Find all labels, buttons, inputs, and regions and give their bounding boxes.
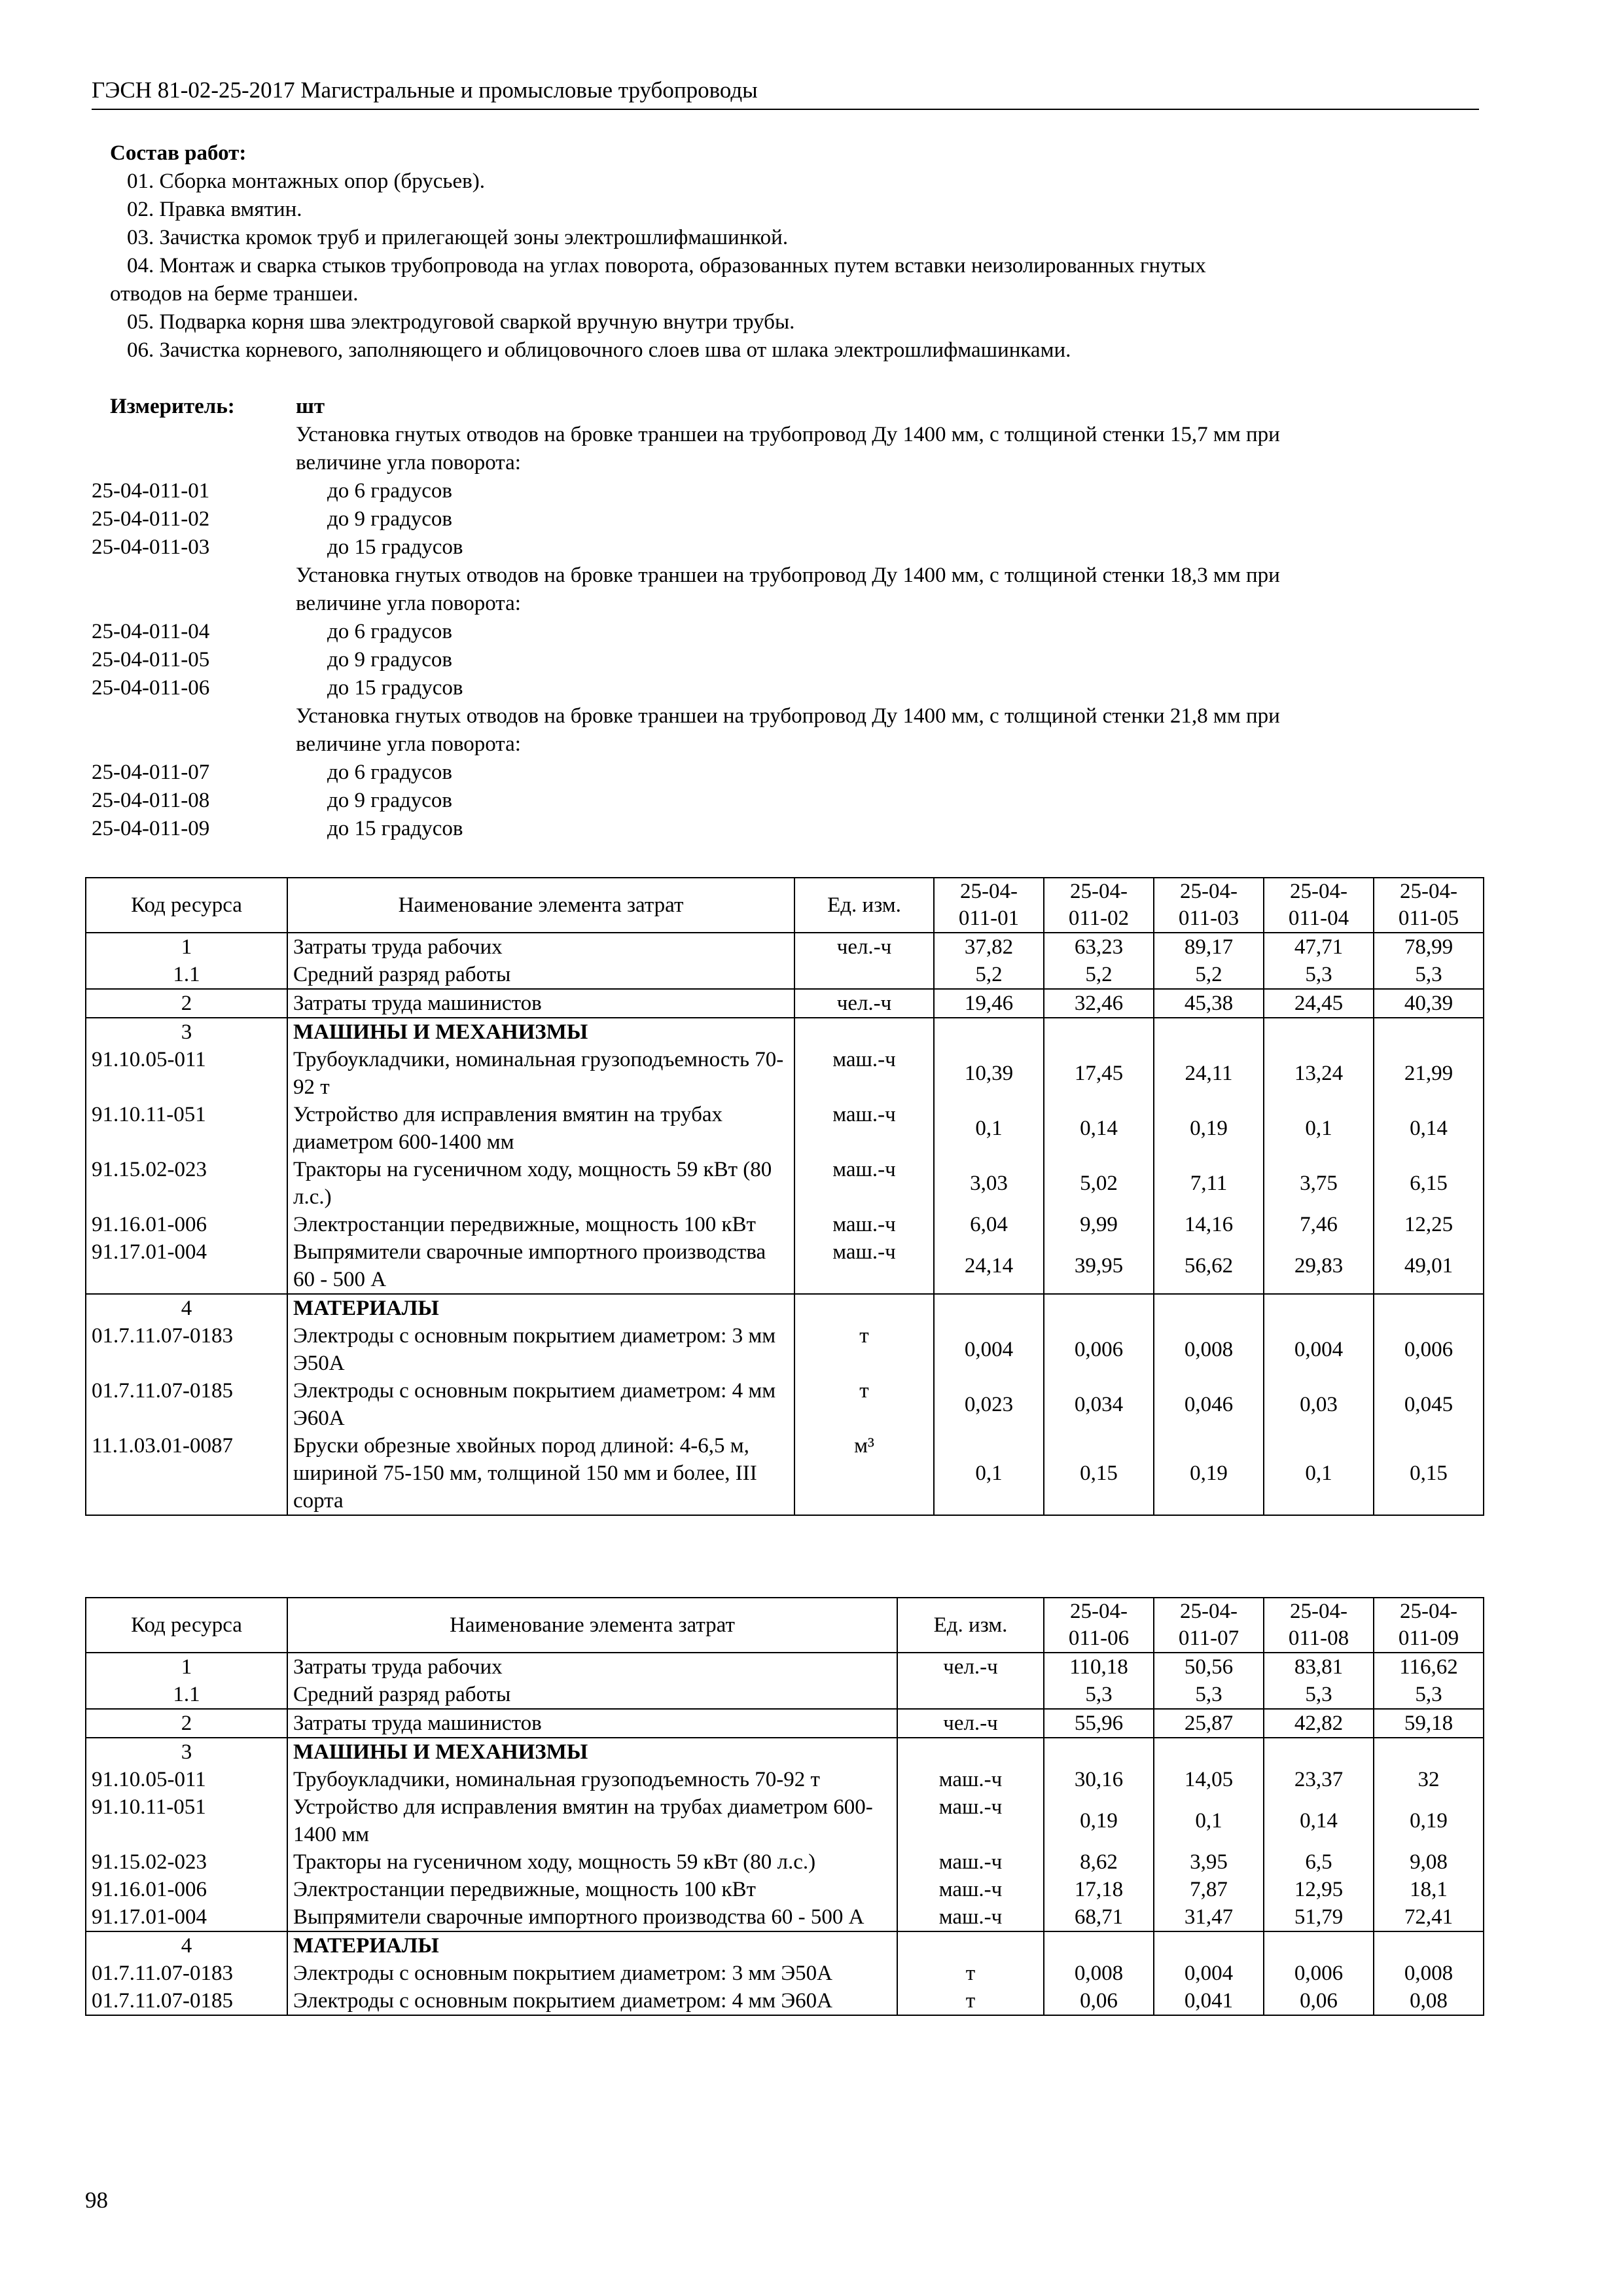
table-row bbox=[86, 1793, 1484, 1848]
resource-value: 47,71 bbox=[1264, 933, 1374, 961]
meter-row bbox=[92, 477, 1492, 505]
resource-unit: маш.-ч bbox=[794, 1101, 934, 1156]
resource-name: МАШИНЫ И МЕХАНИЗМЫ bbox=[287, 1738, 897, 1766]
meter-code: 25-04-011-06 bbox=[92, 676, 210, 700]
resource-value: 12,95 bbox=[1264, 1876, 1374, 1903]
meter-row bbox=[92, 730, 1492, 759]
header-column: 25-04- 011-05 bbox=[1374, 878, 1484, 933]
resource-value bbox=[934, 1018, 1044, 1046]
resource-value: 0,15 bbox=[1044, 1432, 1154, 1515]
resource-unit: чел.-ч bbox=[897, 1653, 1044, 1681]
table-row bbox=[86, 1156, 1484, 1211]
resource-value: 17,18 bbox=[1044, 1876, 1154, 1903]
resource-code: 1.1 bbox=[86, 1681, 287, 1709]
resource-unit bbox=[897, 1738, 1044, 1766]
resource-value: 5,3 bbox=[1264, 1681, 1374, 1709]
meter-code: 25-04-011-03 bbox=[92, 535, 210, 559]
resource-value: 0,006 bbox=[1264, 1960, 1374, 1987]
header-name: Наименование элемента затрат bbox=[287, 878, 794, 933]
resource-value bbox=[1044, 1018, 1154, 1046]
resource-value: 9,08 bbox=[1374, 1848, 1484, 1876]
resource-unit: чел.-ч bbox=[794, 933, 934, 961]
resource-value: 39,95 bbox=[1044, 1238, 1154, 1294]
resource-value: 8,62 bbox=[1044, 1848, 1154, 1876]
table-row bbox=[86, 1377, 1484, 1432]
meter-text: Установка гнутых отводов на бровке траншеи на трубопровод Ду 1400 мм, с толщиной стенки 15,7 мм при bbox=[296, 423, 1280, 446]
resource-unit bbox=[897, 1681, 1044, 1709]
resource-unit: маш.-ч bbox=[794, 1238, 934, 1294]
resource-name: Затраты труда рабочих bbox=[287, 933, 794, 961]
resource-value: 0,1 bbox=[1264, 1432, 1374, 1515]
work-composition bbox=[110, 139, 1484, 365]
resource-value: 0,006 bbox=[1044, 1322, 1154, 1377]
resource-value: 5,3 bbox=[1374, 1681, 1484, 1709]
meter-code: 25-04-011-05 bbox=[92, 648, 210, 672]
resource-value: 17,45 bbox=[1044, 1046, 1154, 1101]
resource-value: 24,14 bbox=[934, 1238, 1044, 1294]
cost-table-2 bbox=[85, 1597, 1484, 2016]
resource-value bbox=[1154, 1738, 1264, 1766]
meter-text: до 9 градусов bbox=[327, 789, 452, 812]
resource-unit: маш.-ч bbox=[897, 1848, 1044, 1876]
resource-value: 0,023 bbox=[934, 1377, 1044, 1432]
resource-value: 13,24 bbox=[1264, 1046, 1374, 1101]
resource-value: 30,16 bbox=[1044, 1766, 1154, 1793]
resource-value: 59,18 bbox=[1374, 1709, 1484, 1738]
resource-value: 5,3 bbox=[1154, 1681, 1264, 1709]
page-header: ГЭСН 81-02-25-2017 Магистральные и промысловые трубопроводы bbox=[92, 77, 758, 103]
resource-unit bbox=[897, 1931, 1044, 1960]
resource-unit bbox=[794, 961, 934, 989]
composition-item: 03. Зачистка кромок труб и прилегающей зоны электрошлифмашинкой. bbox=[127, 226, 789, 249]
resource-value: 14,05 bbox=[1154, 1766, 1264, 1793]
resource-value: 5,3 bbox=[1044, 1681, 1154, 1709]
composition-item-continuation: отводов на берме траншеи. bbox=[110, 282, 359, 306]
resource-value bbox=[1264, 1294, 1374, 1322]
resource-code: 91.15.02-023 bbox=[86, 1156, 287, 1211]
resource-name: Электроды с основным покрытием диаметром: 3 мм Э50А bbox=[287, 1322, 794, 1377]
resource-value: 0,14 bbox=[1374, 1101, 1484, 1156]
resource-code: 91.16.01-006 bbox=[86, 1211, 287, 1238]
resource-value: 0,19 bbox=[1154, 1101, 1264, 1156]
resource-code: 91.10.11-051 bbox=[86, 1101, 287, 1156]
resource-unit: т bbox=[794, 1322, 934, 1377]
header-column: 25-04- 011-04 bbox=[1264, 878, 1374, 933]
resource-value: 3,03 bbox=[934, 1156, 1044, 1211]
resource-value: 0,1 bbox=[934, 1432, 1044, 1515]
header-unit: Ед. изм. bbox=[794, 878, 934, 933]
resource-name: Тракторы на гусеничном ходу, мощность 59 кВт (80 л.с.) bbox=[287, 1848, 897, 1876]
resource-name: МАТЕРИАЛЫ bbox=[287, 1931, 897, 1960]
header-column: 25-04- 011-08 bbox=[1264, 1598, 1374, 1653]
resource-value: 0,15 bbox=[1374, 1432, 1484, 1515]
resource-value: 18,1 bbox=[1374, 1876, 1484, 1903]
resource-value: 0,046 bbox=[1154, 1377, 1264, 1432]
resource-unit: м³ bbox=[794, 1432, 934, 1515]
resource-value: 7,87 bbox=[1154, 1876, 1264, 1903]
composition-item: 04. Монтаж и сварка стыков трубопровода на углах поворота, образованных путем вставки неизолированных гнутых bbox=[127, 254, 1206, 278]
resource-value: 0,004 bbox=[934, 1322, 1044, 1377]
resource-value: 49,01 bbox=[1374, 1238, 1484, 1294]
resource-code: 01.7.11.07-0185 bbox=[86, 1377, 287, 1432]
resource-value: 0,08 bbox=[1374, 1987, 1484, 2015]
resource-value: 0,041 bbox=[1154, 1987, 1264, 2015]
meter-code: 25-04-011-01 bbox=[92, 479, 210, 503]
resource-value: 5,2 bbox=[1044, 961, 1154, 989]
resource-code: 3 bbox=[86, 1018, 287, 1046]
meter-text: до 15 градусов bbox=[327, 817, 463, 840]
resource-value: 7,46 bbox=[1264, 1211, 1374, 1238]
header-name: Наименование элемента затрат bbox=[287, 1598, 897, 1653]
resource-name: Электростанции передвижные, мощность 100 кВт bbox=[287, 1211, 794, 1238]
page-number: 98 bbox=[85, 2187, 108, 2213]
resource-code: 91.16.01-006 bbox=[86, 1876, 287, 1903]
resource-value: 0,008 bbox=[1374, 1960, 1484, 1987]
resource-value: 0,03 bbox=[1264, 1377, 1374, 1432]
resource-value: 0,19 bbox=[1154, 1432, 1264, 1515]
resource-unit: чел.-ч bbox=[897, 1709, 1044, 1738]
resource-unit bbox=[794, 1018, 934, 1046]
meter-row bbox=[92, 702, 1492, 730]
resource-name: Устройство для исправления вмятин на трубах диаметром 600-1400 мм bbox=[287, 1793, 897, 1848]
resource-value: 110,18 bbox=[1044, 1653, 1154, 1681]
table-row bbox=[86, 1709, 1484, 1738]
table-row bbox=[86, 1101, 1484, 1156]
resource-unit: маш.-ч bbox=[897, 1766, 1044, 1793]
header-column: 25-04- 011-03 bbox=[1154, 878, 1264, 933]
resource-value: 0,045 bbox=[1374, 1377, 1484, 1432]
resource-name: Трубоукладчики, номинальная грузоподъемность 70-92 т bbox=[287, 1046, 794, 1101]
table-row bbox=[86, 1018, 1484, 1046]
meter-code bbox=[92, 449, 296, 477]
resource-name: МАТЕРИАЛЫ bbox=[287, 1294, 794, 1322]
resource-value: 83,81 bbox=[1264, 1653, 1374, 1681]
resource-code: 3 bbox=[86, 1738, 287, 1766]
resource-name: Затраты труда машинистов bbox=[287, 989, 794, 1018]
resource-value: 5,2 bbox=[934, 961, 1044, 989]
table-row bbox=[86, 1238, 1484, 1294]
resource-code: 91.17.01-004 bbox=[86, 1238, 287, 1294]
resource-value: 0,004 bbox=[1154, 1960, 1264, 1987]
resource-name: Средний разряд работы bbox=[287, 1681, 897, 1709]
resource-value bbox=[1154, 1294, 1264, 1322]
resource-value: 0,008 bbox=[1044, 1960, 1154, 1987]
resource-code: 91.10.05-011 bbox=[86, 1046, 287, 1101]
resource-value bbox=[1264, 1738, 1374, 1766]
resource-unit: чел.-ч bbox=[794, 989, 934, 1018]
resource-name: Устройство для исправления вмятин на трубах диаметром 600-1400 мм bbox=[287, 1101, 794, 1156]
resource-value: 31,47 bbox=[1154, 1903, 1264, 1931]
table-row bbox=[86, 1931, 1484, 1960]
meter-text: до 6 градусов bbox=[327, 479, 452, 503]
resource-value: 29,83 bbox=[1264, 1238, 1374, 1294]
resource-value: 5,3 bbox=[1264, 961, 1374, 989]
meter-section bbox=[92, 393, 1492, 843]
table-row bbox=[86, 1046, 1484, 1101]
resource-value bbox=[934, 1294, 1044, 1322]
resource-value bbox=[1044, 1931, 1154, 1960]
resource-name: Затраты труда машинистов bbox=[287, 1709, 897, 1738]
meter-row bbox=[92, 533, 1492, 562]
resource-value bbox=[1264, 1931, 1374, 1960]
meter-code: 25-04-011-09 bbox=[92, 817, 210, 840]
table-row bbox=[86, 1322, 1484, 1377]
composition-item: 06. Зачистка корневого, заполняющего и облицовочного слоев шва от шлака электрошлифмашинками. bbox=[127, 338, 1071, 362]
resource-unit: т bbox=[897, 1987, 1044, 2015]
cost-table-1 bbox=[85, 877, 1484, 1516]
resource-value: 10,39 bbox=[934, 1046, 1044, 1101]
resource-name: Электроды с основным покрытием диаметром: 4 мм Э60А bbox=[287, 1377, 794, 1432]
resource-code: 91.15.02-023 bbox=[86, 1848, 287, 1876]
meter-row bbox=[92, 674, 1492, 702]
resource-value: 5,3 bbox=[1374, 961, 1484, 989]
resource-value: 45,38 bbox=[1154, 989, 1264, 1018]
resource-value bbox=[1374, 1018, 1484, 1046]
meter-code: 25-04-011-07 bbox=[92, 761, 210, 784]
resource-name: Выпрямители сварочные импортного производства 60 - 500 А bbox=[287, 1903, 897, 1931]
resource-code: 1 bbox=[86, 933, 287, 961]
header-column: 25-04- 011-06 bbox=[1044, 1598, 1154, 1653]
resource-value: 0,14 bbox=[1264, 1793, 1374, 1848]
resource-value: 5,2 bbox=[1154, 961, 1264, 989]
resource-value: 12,25 bbox=[1374, 1211, 1484, 1238]
meter-row bbox=[92, 759, 1492, 787]
resource-value bbox=[1154, 1931, 1264, 1960]
resource-name: Бруски обрезные хвойных пород длиной: 4-6,5 м, шириной 75-150 мм, толщиной 150 мм и более, III сорта bbox=[287, 1432, 794, 1515]
resource-name: Электростанции передвижные, мощность 100 кВт bbox=[287, 1876, 897, 1903]
resource-value bbox=[1044, 1294, 1154, 1322]
resource-value: 55,96 bbox=[1044, 1709, 1154, 1738]
meter-text: до 6 градусов bbox=[327, 620, 452, 643]
resource-value: 19,46 bbox=[934, 989, 1044, 1018]
resource-value: 72,41 bbox=[1374, 1903, 1484, 1931]
meter-code bbox=[92, 702, 296, 730]
resource-value: 0,14 bbox=[1044, 1101, 1154, 1156]
resource-code: 91.17.01-004 bbox=[86, 1903, 287, 1931]
header-rule bbox=[92, 109, 1479, 110]
resource-code: 4 bbox=[86, 1294, 287, 1322]
meter-text: до 15 градусов bbox=[327, 676, 463, 700]
resource-value: 5,02 bbox=[1044, 1156, 1154, 1211]
table-row bbox=[86, 1653, 1484, 1681]
resource-value: 50,56 bbox=[1154, 1653, 1264, 1681]
resource-name: Тракторы на гусеничном ходу, мощность 59 кВт (80 л.с.) bbox=[287, 1156, 794, 1211]
resource-value: 3,95 bbox=[1154, 1848, 1264, 1876]
meter-row bbox=[92, 646, 1492, 674]
table-row bbox=[86, 961, 1484, 989]
resource-value bbox=[1374, 1738, 1484, 1766]
composition-item: 01. Сборка монтажных опор (брусьев). bbox=[127, 170, 485, 193]
meter-text: величине угла поворота: bbox=[296, 451, 521, 475]
resource-code: 91.10.11-051 bbox=[86, 1793, 287, 1848]
resource-name: Средний разряд работы bbox=[287, 961, 794, 989]
resource-value bbox=[1264, 1018, 1374, 1046]
resource-value: 6,04 bbox=[934, 1211, 1044, 1238]
meter-text: величине угла поворота: bbox=[296, 592, 521, 615]
resource-name: Электроды с основным покрытием диаметром: 3 мм Э50А bbox=[287, 1960, 897, 1987]
header-column: 25-04- 011-09 bbox=[1374, 1598, 1484, 1653]
resource-value bbox=[1374, 1931, 1484, 1960]
resource-value: 0,004 bbox=[1264, 1322, 1374, 1377]
resource-name: Электроды с основным покрытием диаметром: 4 мм Э60А bbox=[287, 1987, 897, 2015]
resource-unit: маш.-ч bbox=[794, 1046, 934, 1101]
resource-value: 25,87 bbox=[1154, 1709, 1264, 1738]
resource-unit: маш.-ч bbox=[897, 1903, 1044, 1931]
meter-row bbox=[92, 393, 1492, 421]
meter-code: 25-04-011-08 bbox=[92, 789, 210, 812]
meter-code: 25-04-011-04 bbox=[92, 620, 210, 643]
resource-value: 51,79 bbox=[1264, 1903, 1374, 1931]
resource-value: 6,5 bbox=[1264, 1848, 1374, 1876]
resource-code: 01.7.11.07-0185 bbox=[86, 1987, 287, 2015]
table-row bbox=[86, 1294, 1484, 1322]
table-row bbox=[86, 1766, 1484, 1793]
meter-text: до 6 градусов bbox=[327, 761, 452, 784]
resource-value: 9,99 bbox=[1044, 1211, 1154, 1238]
resource-value: 0,19 bbox=[1044, 1793, 1154, 1848]
resource-unit: маш.-ч bbox=[794, 1156, 934, 1211]
resource-value: 37,82 bbox=[934, 933, 1044, 961]
resource-value: 116,62 bbox=[1374, 1653, 1484, 1681]
resource-code: 01.7.11.07-0183 bbox=[86, 1960, 287, 1987]
resource-code: 4 bbox=[86, 1931, 287, 1960]
resource-value: 0,006 bbox=[1374, 1322, 1484, 1377]
meter-text: до 9 градусов bbox=[327, 507, 452, 531]
resource-unit: маш.-ч bbox=[794, 1211, 934, 1238]
resource-value: 0,06 bbox=[1264, 1987, 1374, 2015]
meter-row bbox=[92, 505, 1492, 533]
meter-code bbox=[92, 730, 296, 759]
resource-value: 63,23 bbox=[1044, 933, 1154, 961]
table-row bbox=[86, 1738, 1484, 1766]
resource-name: Затраты труда рабочих bbox=[287, 1653, 897, 1681]
resource-code: 1.1 bbox=[86, 961, 287, 989]
meter-label: Измеритель: bbox=[110, 395, 235, 418]
resource-code: 91.10.05-011 bbox=[86, 1766, 287, 1793]
header-column: 25-04- 011-07 bbox=[1154, 1598, 1264, 1653]
resource-value bbox=[1044, 1738, 1154, 1766]
resource-code: 2 bbox=[86, 989, 287, 1018]
resource-unit: маш.-ч bbox=[897, 1876, 1044, 1903]
header-code: Код ресурса bbox=[86, 878, 287, 933]
resource-value: 14,16 bbox=[1154, 1211, 1264, 1238]
header-unit: Ед. изм. bbox=[897, 1598, 1044, 1653]
resource-value: 7,11 bbox=[1154, 1156, 1264, 1211]
resource-code: 11.1.03.01-0087 bbox=[86, 1432, 287, 1515]
meter-text: до 15 градусов bbox=[327, 535, 463, 559]
resource-value: 56,62 bbox=[1154, 1238, 1264, 1294]
resource-value: 0,008 bbox=[1154, 1322, 1264, 1377]
resource-value: 68,71 bbox=[1044, 1903, 1154, 1931]
table-row bbox=[86, 1211, 1484, 1238]
resource-value: 0,06 bbox=[1044, 1987, 1154, 2015]
meter-code: 25-04-011-02 bbox=[92, 507, 210, 531]
resource-value: 32 bbox=[1374, 1766, 1484, 1793]
composition-item: 02. Правка вмятин. bbox=[127, 198, 302, 221]
meter-row bbox=[92, 590, 1492, 618]
meter-text: Установка гнутых отводов на бровке траншеи на трубопровод Ду 1400 мм, с толщиной стенки 18,3 мм при bbox=[296, 564, 1280, 587]
resource-unit: маш.-ч bbox=[897, 1793, 1044, 1848]
table-row bbox=[86, 933, 1484, 961]
resource-value: 40,39 bbox=[1374, 989, 1484, 1018]
table-row bbox=[86, 989, 1484, 1018]
resource-value: 0,034 bbox=[1044, 1377, 1154, 1432]
meter-row bbox=[92, 449, 1492, 477]
resource-code: 2 bbox=[86, 1709, 287, 1738]
resource-value: 3,75 bbox=[1264, 1156, 1374, 1211]
meter-text: Установка гнутых отводов на бровке траншеи на трубопровод Ду 1400 мм, с толщиной стенки 21,8 мм при bbox=[296, 704, 1280, 728]
meter-row bbox=[92, 618, 1492, 646]
resource-value: 0,1 bbox=[1264, 1101, 1374, 1156]
resource-value: 0,1 bbox=[934, 1101, 1044, 1156]
resource-value: 0,19 bbox=[1374, 1793, 1484, 1848]
meter-code bbox=[92, 421, 296, 449]
resource-value: 21,99 bbox=[1374, 1046, 1484, 1101]
meter-text: до 9 градусов bbox=[327, 648, 452, 672]
table-row bbox=[86, 1903, 1484, 1931]
resource-unit: т bbox=[794, 1377, 934, 1432]
composition-title: Состав работ: bbox=[110, 141, 247, 165]
meter-code bbox=[92, 590, 296, 618]
meter-row bbox=[92, 787, 1492, 815]
meter-text: величине угла поворота: bbox=[296, 732, 521, 756]
resource-code: 01.7.11.07-0183 bbox=[86, 1322, 287, 1377]
resource-name: Трубоукладчики, номинальная грузоподъемность 70-92 т bbox=[287, 1766, 897, 1793]
meter-row bbox=[92, 562, 1492, 590]
meter-row bbox=[92, 421, 1492, 449]
header-column: 25-04- 011-01 bbox=[934, 878, 1044, 933]
resource-code: 1 bbox=[86, 1653, 287, 1681]
composition-item: 05. Подварка корня шва электродуговой сваркой вручную внутри трубы. bbox=[127, 310, 795, 334]
resource-value bbox=[1154, 1018, 1264, 1046]
resource-value: 42,82 bbox=[1264, 1709, 1374, 1738]
resource-value: 32,46 bbox=[1044, 989, 1154, 1018]
resource-name: МАШИНЫ И МЕХАНИЗМЫ bbox=[287, 1018, 794, 1046]
resource-unit: т bbox=[897, 1960, 1044, 1987]
table-row bbox=[86, 1876, 1484, 1903]
table-row bbox=[86, 1848, 1484, 1876]
resource-value: 78,99 bbox=[1374, 933, 1484, 961]
resource-value: 24,11 bbox=[1154, 1046, 1264, 1101]
header-code: Код ресурса bbox=[86, 1598, 287, 1653]
table-row bbox=[86, 1432, 1484, 1515]
meter-code bbox=[92, 562, 296, 590]
table-row bbox=[86, 1681, 1484, 1709]
resource-value: 89,17 bbox=[1154, 933, 1264, 961]
resource-value bbox=[1374, 1294, 1484, 1322]
resource-name: Выпрямители сварочные импортного производства 60 - 500 А bbox=[287, 1238, 794, 1294]
table-row bbox=[86, 1960, 1484, 1987]
resource-value: 6,15 bbox=[1374, 1156, 1484, 1211]
meter-row bbox=[92, 815, 1492, 843]
resource-unit bbox=[794, 1294, 934, 1322]
header-column: 25-04- 011-02 bbox=[1044, 878, 1154, 933]
resource-value: 0,1 bbox=[1154, 1793, 1264, 1848]
table-row bbox=[86, 1987, 1484, 2015]
resource-value: 24,45 bbox=[1264, 989, 1374, 1018]
meter-unit: шт bbox=[296, 395, 325, 418]
resource-value: 23,37 bbox=[1264, 1766, 1374, 1793]
